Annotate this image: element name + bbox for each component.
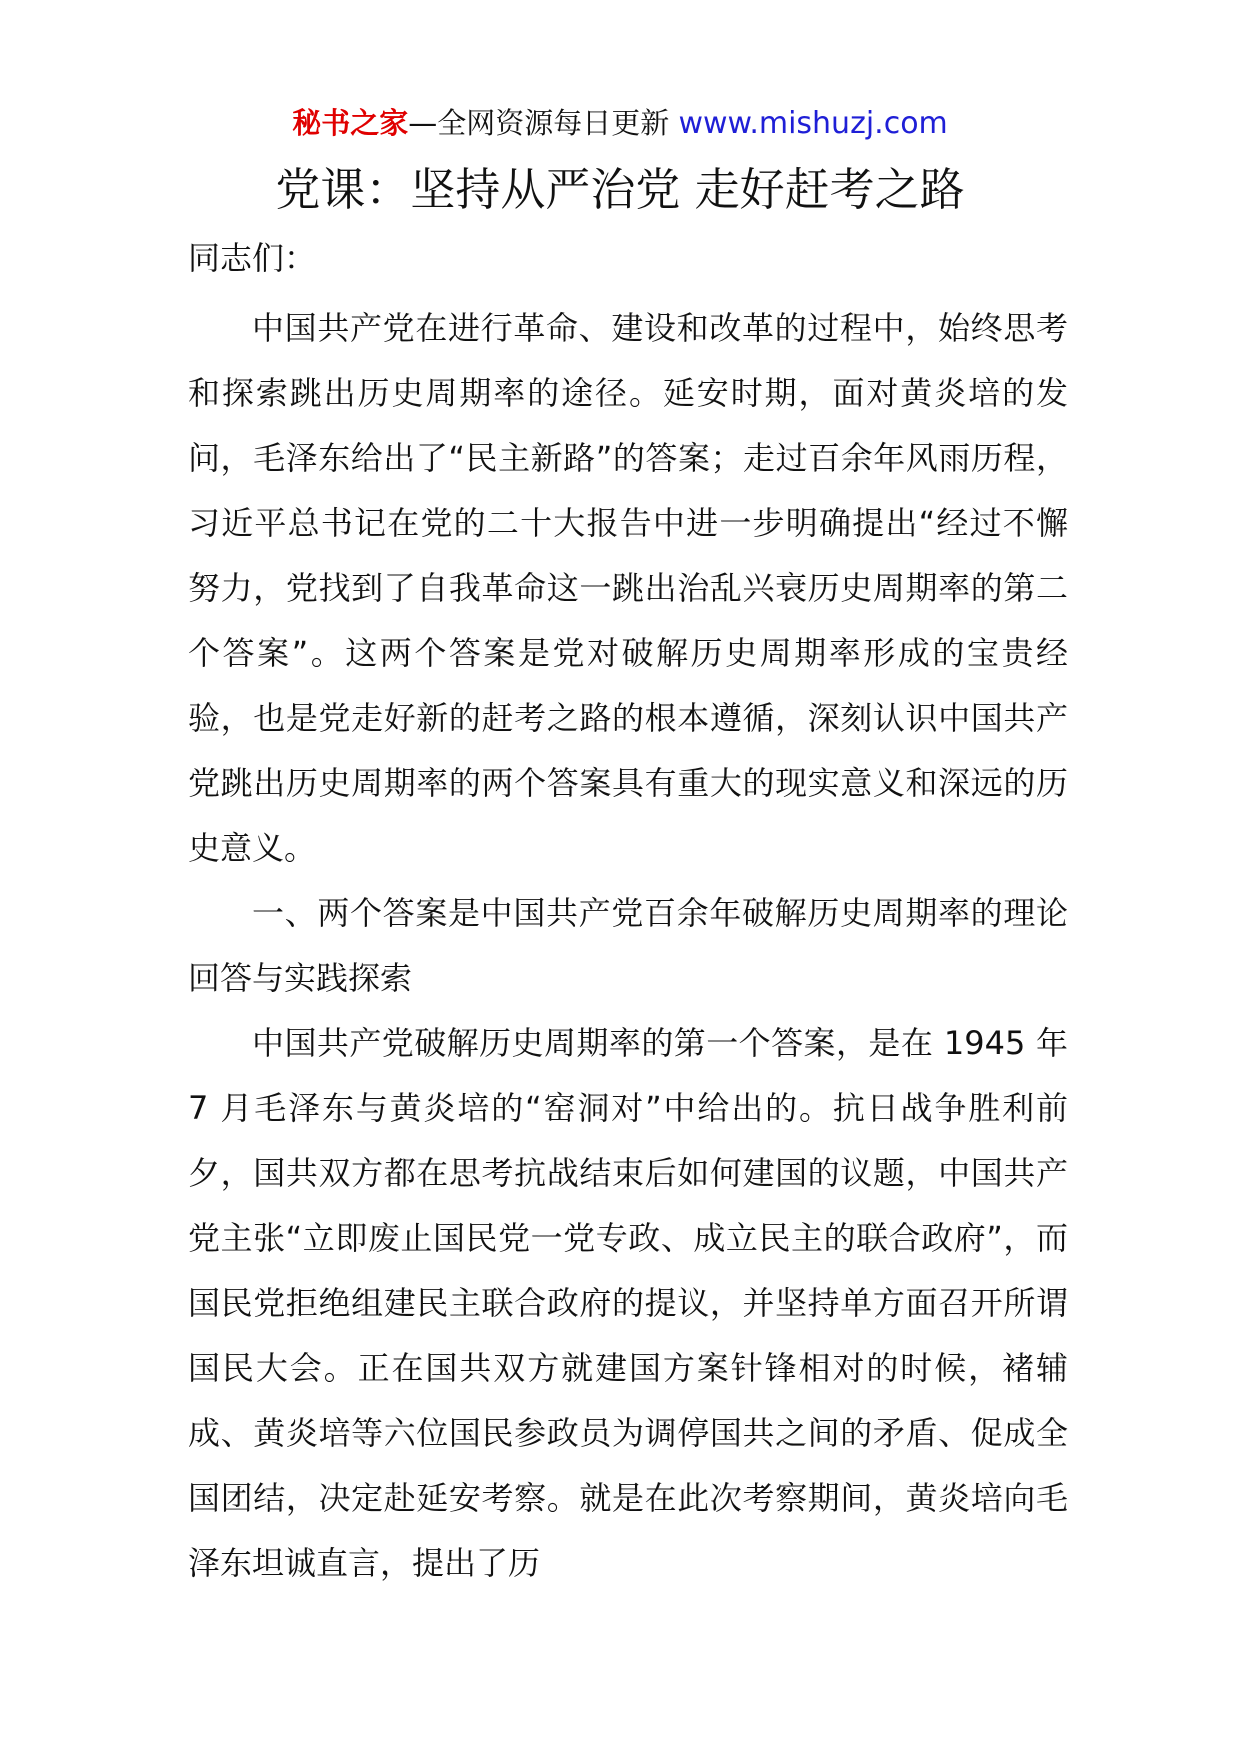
header-slogan: —全网资源每日更新 (408, 106, 670, 140)
body-paragraph-first-answer: 中国共产党破解历史周期率的第一个答案，是在 1945 年 7 月毛泽东与黄炎培的“窑洞对”中给出的。抗日战争胜利前夕，国共双方都在思考抗战结束后如何建国的议题，中国共产党主张“立即废止国民党一党专政、成立民主的联合政府”，而国民党拒绝组建民主联合政府的提议，并坚持单方面召开所谓国民大会。正在国共双方就建国方案针锋相对的时候，褚辅成、黄炎培等六位国民参政员为调停国共之间的矛盾、促成全国团结，决定赴延安考察。就是在此次考察期间，黄炎培向毛泽东坦诚直言，提出了历 (188, 1024, 1068, 1582)
document-title: 党课：坚持从严治党 走好赶考之路 (275, 163, 965, 216)
document-body (188, 230, 1068, 1596)
section-heading-1: 一、两个答案是中国共产党百余年破解历史周期率的理论回答与实践探索 (188, 894, 1068, 997)
body-paragraph-intro: 中国共产党在进行革命、建设和改革的过程中，始终思考和探索跳出历史周期率的途径。延安时期，面对黄炎培的发问，毛泽东给出了“民主新路”的答案；走过百余年风雨历程，习近平总书记在党的二十大报告中进一步明确提出“经过不懈努力，党找到了自我革命这一跳出治乱兴衰历史周期率的第二个答案”。这两个答案是党对破解历史周期率形成的宝贵经验，也是党走好新的赶考之路的根本遵循，深刻认识中国共产党跳出历史周期率的两个答案具有重大的现实意义和深远的历史意义。 (188, 309, 1068, 867)
greeting: 同志们： (188, 239, 317, 277)
site-header (0, 103, 1240, 144)
site-url-link[interactable]: www.mishuzj.com (678, 106, 948, 141)
brand-name: 秘书之家 (292, 106, 409, 140)
